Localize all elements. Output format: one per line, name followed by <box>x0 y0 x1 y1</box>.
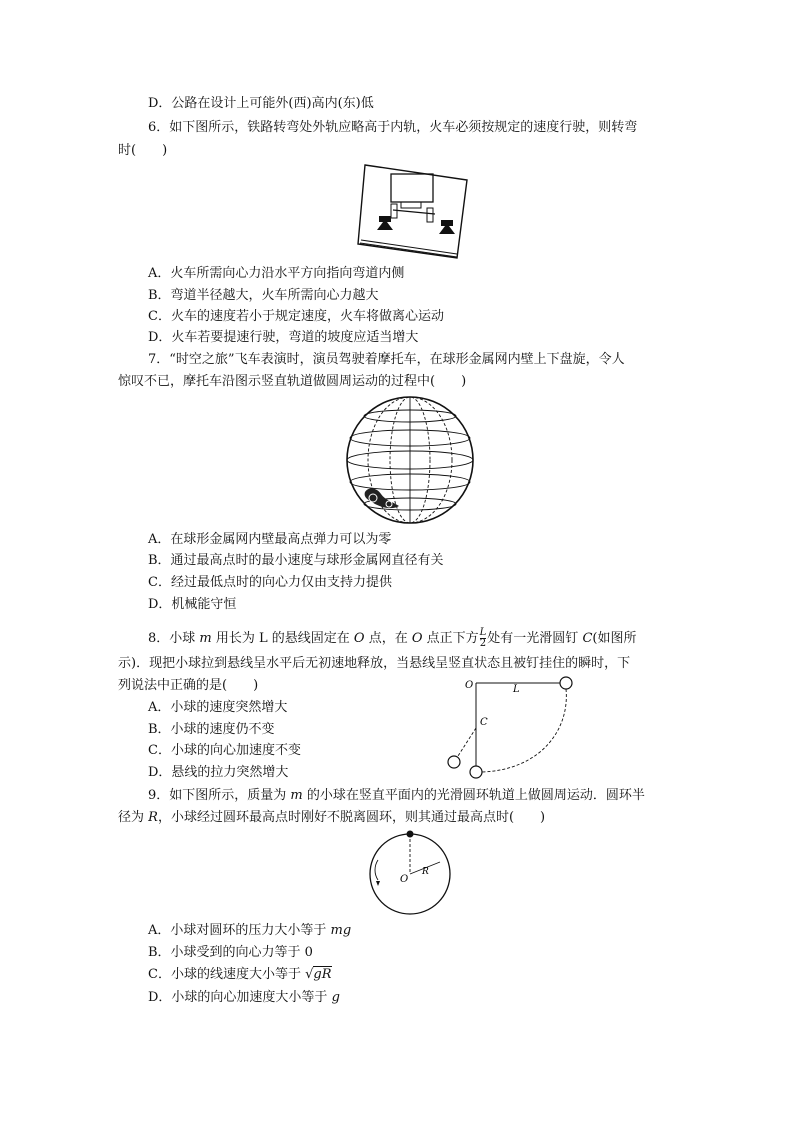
q7-option-a: A．在球形金属网内壁最高点弹力可以为零 <box>148 532 392 547</box>
fig-label-o: O <box>400 874 409 885</box>
q9-option-a-var: mg <box>330 923 352 938</box>
q8-frac-den: 2 <box>479 638 487 649</box>
q8-option-b: B．小球的速度仍不变 <box>148 722 275 737</box>
q9-stem-a: 9．如下图所示，质量为 <box>148 788 291 803</box>
fig-label-o: O <box>465 680 474 691</box>
vertical-circle-track-figure <box>360 826 460 920</box>
q8-option-a: A．小球的速度突然增大 <box>148 700 288 715</box>
q7-option-d: D．机械能守恒 <box>148 597 237 612</box>
q6-option-a: A．火车所需向心力沿水平方向指向弯道内侧 <box>148 266 405 281</box>
pendulum-nail-figure <box>440 670 590 782</box>
q9-stem-d: ，小球经过圆环最高点时刚好不脱离圆环，则其通过最高点时( ) <box>157 810 546 825</box>
q9-stem-b: 的小球在竖直平面内的光滑圆环轨道上做圆周运动．圆环半 <box>302 788 645 803</box>
q8-var-m: m <box>199 631 212 646</box>
q8-var-o-2: O <box>411 631 423 646</box>
q7-option-b: B．通过最高点时的最小速度与球形金属网直径有关 <box>148 553 444 568</box>
q6-option-d: D．火车若要提速行驶，弯道的坡度应适当增大 <box>148 330 419 345</box>
q9-stem-c: 径为 <box>118 810 149 825</box>
q6-option-b: B．弯道半径越大，火车所需向心力越大 <box>148 288 379 303</box>
q8-option-d: D．悬线的拉力突然增大 <box>148 765 289 780</box>
q9-option-a <box>148 921 351 941</box>
q8-stem-line1 <box>148 628 636 649</box>
q9-option-a-text: A．小球对圆环的压力大小等于 <box>148 923 331 938</box>
q6-option-c: C．火车的速度若小于规定速度，火车将做离心运动 <box>148 309 444 324</box>
q7-option-c: C．经过最低点时的向心力仅由支持力提供 <box>148 575 392 590</box>
q8-stem-line3: 列说法中正确的是( ) <box>118 678 259 693</box>
fig-label-r: R <box>422 867 429 877</box>
q8-var-c: C <box>582 631 593 646</box>
q9-option-d-var: g <box>331 990 340 1005</box>
fig-label-l: L <box>513 684 520 695</box>
fig-label-c: C <box>480 717 488 728</box>
q9-option-b: B．小球受到的向心力等于 0 <box>148 945 313 960</box>
q9-stem-line1 <box>148 786 645 806</box>
q9-stem-line2 <box>118 808 545 828</box>
q8-fraction-l-over-2 <box>480 628 487 649</box>
q8-stem-b: 用长为 L 的悬线固定在 <box>211 631 354 646</box>
q9-option-d <box>148 988 340 1008</box>
train-on-banked-track-figure <box>355 160 470 260</box>
q9-option-c-var: gR <box>313 967 332 982</box>
q8-stem-e: 处有一光滑圆钉 <box>487 631 583 646</box>
q7-stem-line1: 7．“时空之旅”飞车表演时，演员驾驶着摩托车，在球形金属网内壁上下盘旋，令人 <box>148 352 625 367</box>
q9-option-c <box>148 965 332 985</box>
q6-stem-line1: 6．如下图所示，铁路转弯处外轨应略高于内轨，火车必须按规定的速度行驶，则转弯 <box>148 120 638 135</box>
q6-stem-line2: 时( ) <box>118 143 168 158</box>
q8-var-o: O <box>353 631 365 646</box>
sqrt-symbol-icon: √ <box>305 967 314 982</box>
q9-var-r: R <box>148 810 158 825</box>
q8-stem-line2: 示)．现把小球拉到悬线呈水平后无初速地释放，当悬线呈竖直状态且被钉挂住的瞬时，下 <box>118 656 631 671</box>
spherical-net-globe-figure <box>343 394 478 526</box>
q7-stem-line2: 惊叹不已，摩托车沿图示竖直轨道做圆周运动的过程中( ) <box>118 374 467 389</box>
q5-option-d: D．公路在设计上可能外(西)高内(东)低 <box>148 96 374 111</box>
q8-stem-c: 点，在 <box>364 631 412 646</box>
q8-stem-a: 8．小球 <box>148 631 200 646</box>
q9-var-m: m <box>290 788 303 803</box>
q8-frac-num: L <box>479 627 487 638</box>
q9-option-c-text: C．小球的线速度大小等于 <box>148 967 306 982</box>
q8-option-c: C．小球的向心加速度不变 <box>148 743 301 758</box>
q9-option-d-text: D．小球的向心加速度大小等于 <box>148 990 332 1005</box>
q8-stem-d: 点正下方 <box>422 631 479 646</box>
q8-stem-f: (如图所 <box>592 631 637 646</box>
